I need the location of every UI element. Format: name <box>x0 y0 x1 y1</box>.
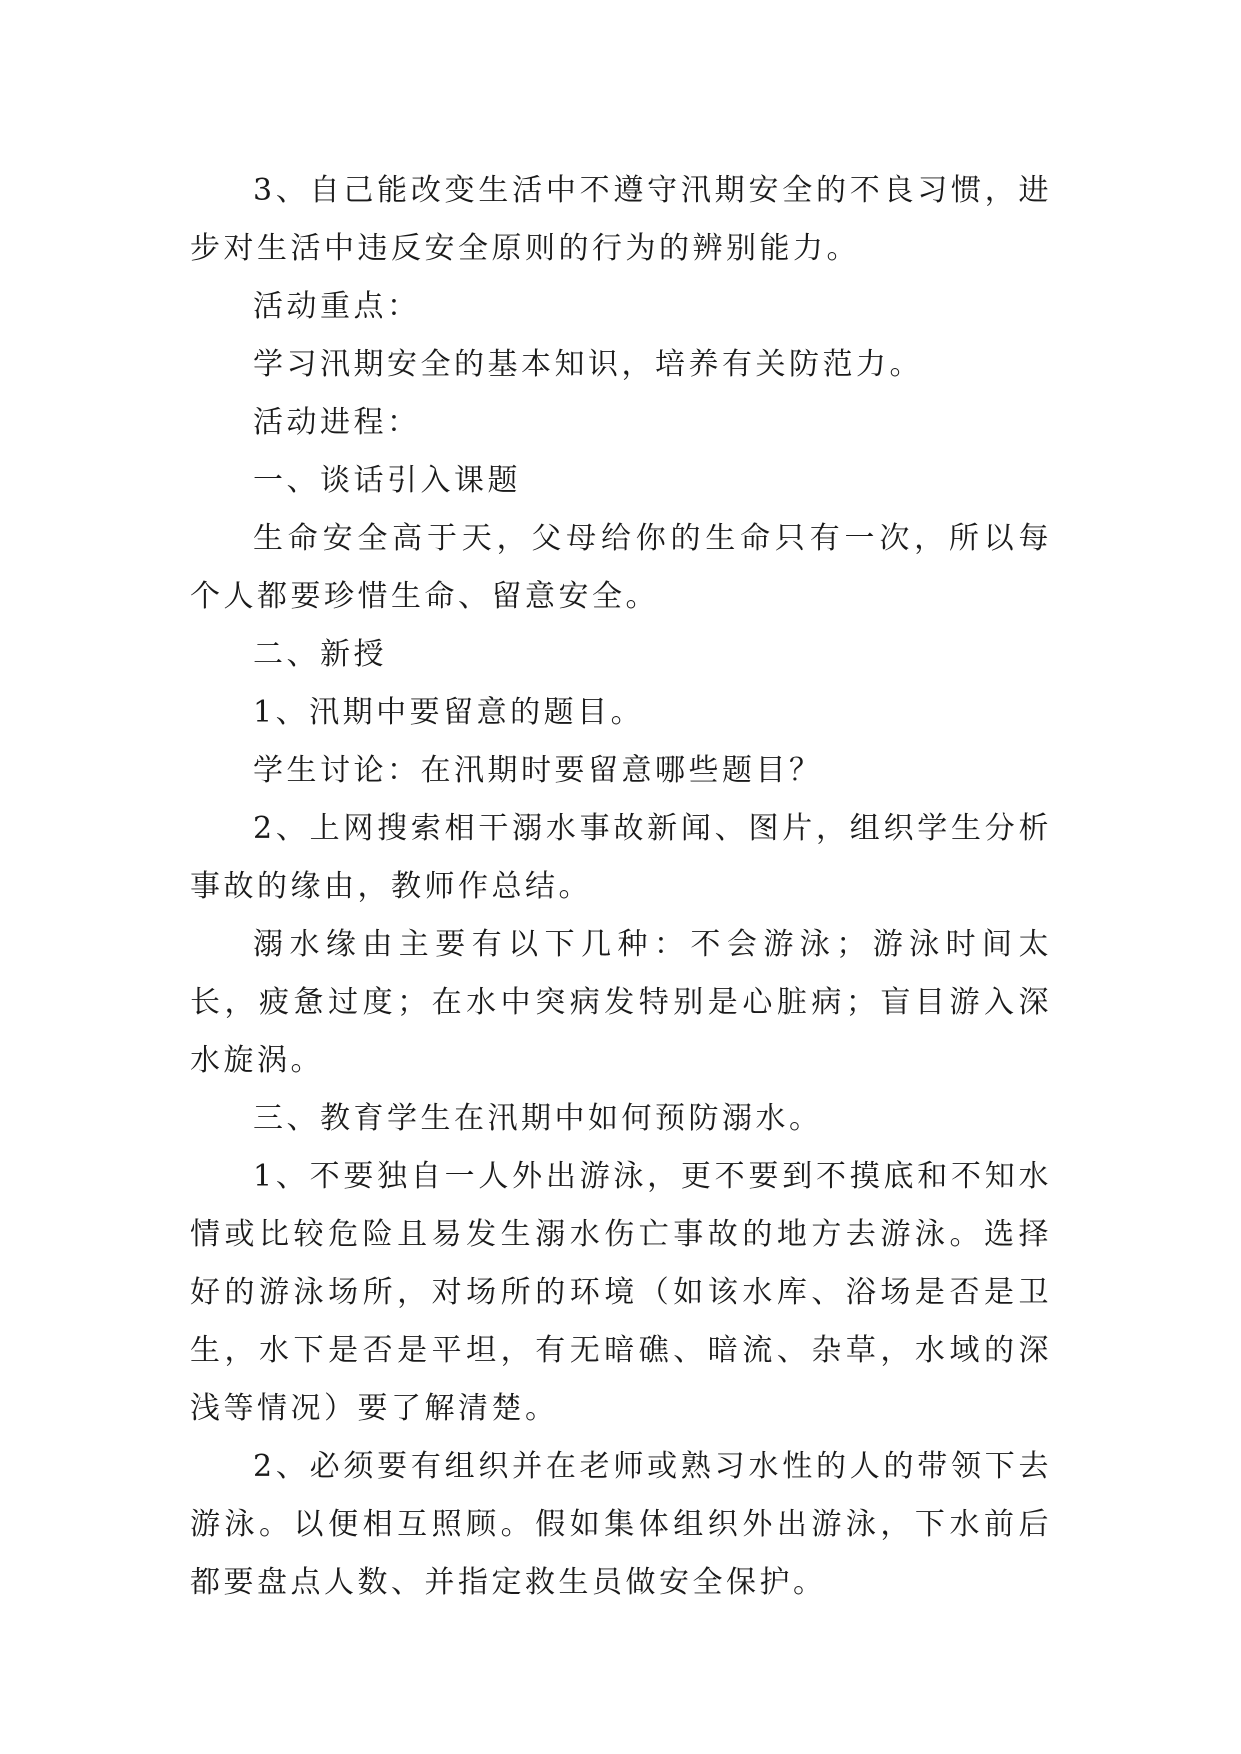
paragraph-life-safety: 生命安全高于天，父母给你的生命只有一次，所以每个人都要珍惜生命、留意安全。 <box>190 521 1052 614</box>
paragraph-prevention-2: 2、必须要有组织并在老师或熟习水性的人的带领下去游泳。以便相互照顾。假如集体组织外出游泳，下水前后都要盘点人数、并指定救生员做安全保护。 <box>190 1449 1052 1600</box>
heading-section-1: 一、谈话引入课题 <box>253 463 521 498</box>
paragraph-drowning-causes: 溺水缘由主要有以下几种：不会游泳；游泳时间太长，疲惫过度；在水中突病发特别是心脏病；盲目游入深水旋涡。 <box>190 927 1052 1078</box>
heading-section-2: 二、新授 <box>253 637 387 672</box>
paragraph-student-discussion: 学生讨论：在汛期时要留意哪些题目？ <box>253 753 823 788</box>
paragraph-goal-3: 3、自己能改变生活中不遵守汛期安全的不良习惯，进步对生活中违反安全原则的行为的辨别能力。 <box>190 173 1052 266</box>
paragraph-activity-focus: 学习汛期安全的基本知识，培养有关防范力。 <box>253 347 923 382</box>
heading-activity-focus: 活动重点： <box>253 289 421 324</box>
document-body <box>190 162 1052 1612</box>
paragraph-item-2: 2、上网搜索相干溺水事故新闻、图片，组织学生分析事故的缘由，教师作总结。 <box>190 811 1052 904</box>
paragraph-prevention-1: 1、不要独自一人外出游泳，更不要到不摸底和不知水情或比较危险且易发生溺水伤亡事故的地方去游泳。选择好的游泳场所，对场所的环境（如该水库、浴场是否是卫生，水下是否是平坦，有无暗礁、暗流、杂草，水域的深浅等情况）要了解清楚。 <box>190 1159 1052 1426</box>
heading-activity-process: 活动进程： <box>253 405 421 440</box>
heading-section-3: 三、教育学生在汛期中如何预防溺水。 <box>253 1101 823 1136</box>
paragraph-item-1: 1、汛期中要留意的题目。 <box>253 695 645 730</box>
